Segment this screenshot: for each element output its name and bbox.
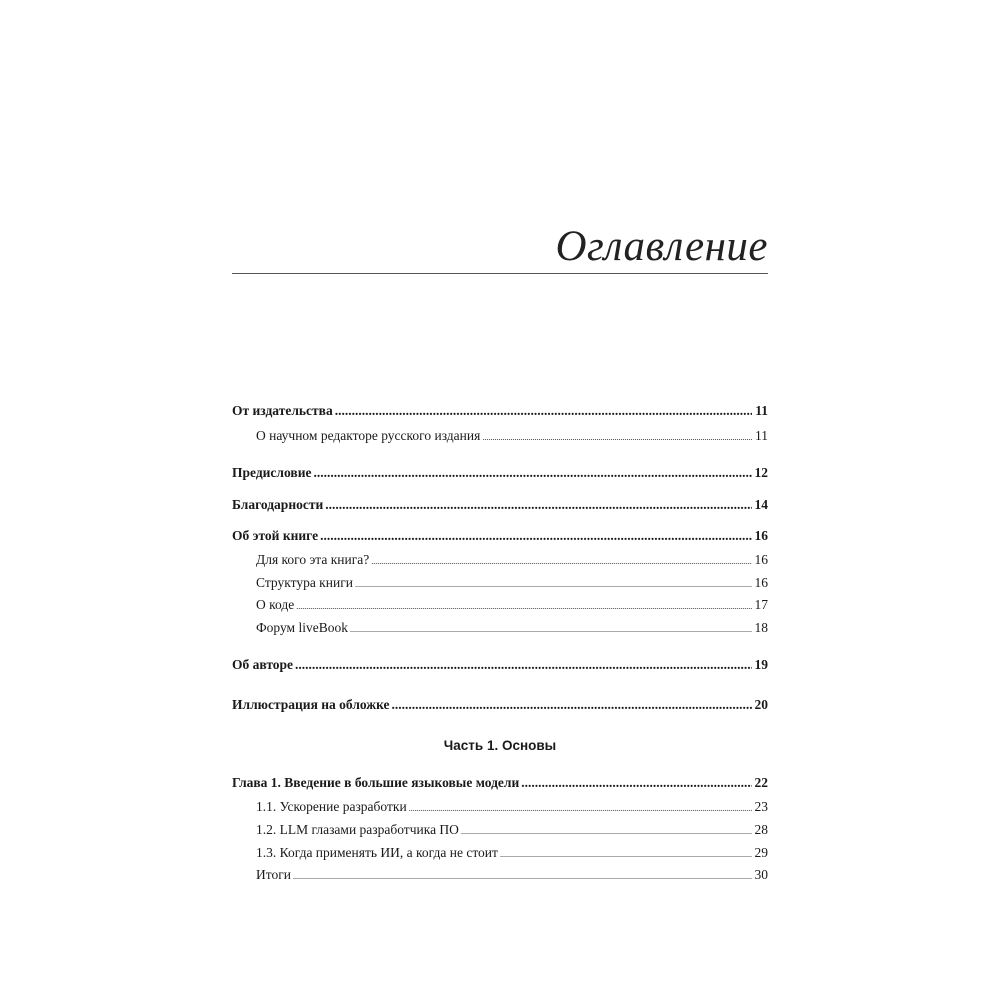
toc-page-number: 14: [754, 497, 768, 512]
toc-entry-section-1-1[interactable]: [256, 796, 768, 818]
toc-page-number: 16: [754, 528, 768, 543]
toc-dot-leader: [325, 494, 751, 516]
title-divider: [232, 273, 768, 274]
toc-dot-leader: [392, 694, 752, 716]
toc-entry-structure[interactable]: [256, 572, 768, 594]
toc-dot-leader: [350, 617, 752, 641]
toc-entry-label: Глава 1. Введение в большие языковые модели: [232, 775, 520, 790]
toc-entry-scientific-editor[interactable]: [256, 425, 768, 447]
toc-entry-acknowledgements[interactable]: [232, 494, 768, 516]
toc-entry-label: О коде: [256, 597, 295, 612]
toc-page-number: 30: [754, 867, 768, 882]
part-heading: Часть 1. Основы: [443, 738, 557, 753]
toc-entry-section-1-2[interactable]: [256, 819, 768, 841]
toc-page-number: 23: [754, 799, 768, 814]
toc-entry-audience[interactable]: [256, 549, 768, 571]
toc-entry-about-author[interactable]: [232, 654, 768, 676]
toc-page-number: 29: [754, 845, 768, 860]
toc-entry-label: Итоги: [256, 867, 291, 882]
toc-entry-chapter-1[interactable]: [232, 772, 768, 794]
toc-dot-leader: [320, 525, 751, 547]
toc-page-number: 19: [754, 657, 768, 672]
toc-page-number: 28: [754, 822, 768, 837]
toc-entry-label: От издательства: [232, 403, 333, 418]
toc-entry-label: Структура книги: [256, 575, 353, 590]
toc-entry-label: 1.3. Когда применять ИИ, а когда не стоит: [256, 845, 498, 860]
toc-entry-label: Форум liveBook: [256, 620, 348, 635]
toc-entry-label: 1.1. Ускорение разработки: [256, 799, 407, 814]
toc-page-number: 12: [754, 465, 768, 480]
toc-page-number: 11: [755, 403, 768, 418]
toc-entry-label: Благодарности: [232, 497, 324, 512]
toc-page-number: 11: [755, 428, 768, 443]
toc-dot-leader: [293, 864, 752, 888]
toc-entry-cover-illustration[interactable]: [232, 694, 768, 716]
toc-dot-leader: [409, 796, 752, 820]
toc-entry-publisher[interactable]: [232, 400, 768, 422]
toc-dot-leader: [313, 462, 751, 484]
toc-entry-label: Иллюстрация на обложке: [232, 697, 390, 712]
toc-page-number: 22: [754, 775, 768, 790]
toc-dot-leader: [296, 594, 751, 618]
toc-page-number: 16: [754, 575, 768, 590]
toc-dot-leader: [482, 425, 752, 449]
toc-dot-leader: [371, 549, 751, 573]
toc-page-number: 17: [754, 597, 768, 612]
toc-entry-label: Для кого эта книга?: [256, 552, 370, 567]
toc-entry-summary[interactable]: [256, 864, 768, 886]
toc-dot-leader: [521, 772, 751, 794]
toc-entry-preface[interactable]: [232, 462, 768, 484]
toc-entry-about-book[interactable]: [232, 525, 768, 547]
toc-page-number: 18: [754, 620, 768, 635]
toc-page-number: 16: [754, 552, 768, 567]
page-title: Оглавление: [555, 223, 768, 270]
toc-entry-livebook-forum[interactable]: [256, 617, 768, 639]
toc-entry-label: Об авторе: [232, 657, 294, 672]
toc-dot-leader: [461, 819, 752, 843]
toc-dot-leader: [500, 842, 752, 866]
toc-entry-code[interactable]: [256, 594, 768, 616]
toc-dot-leader: [295, 654, 751, 676]
toc-entry-label: О научном редакторе русского издания: [256, 428, 481, 443]
toc-entry-label: Об этой книге: [232, 528, 319, 543]
toc-page-number: 20: [754, 697, 768, 712]
toc-dot-leader: [355, 572, 752, 596]
toc-dot-leader: [335, 400, 753, 422]
toc-entry-label: Предисловие: [232, 465, 312, 480]
toc-entry-section-1-3[interactable]: [256, 842, 768, 864]
toc-entry-label: 1.2. LLM глазами разработчика ПО: [256, 822, 459, 837]
